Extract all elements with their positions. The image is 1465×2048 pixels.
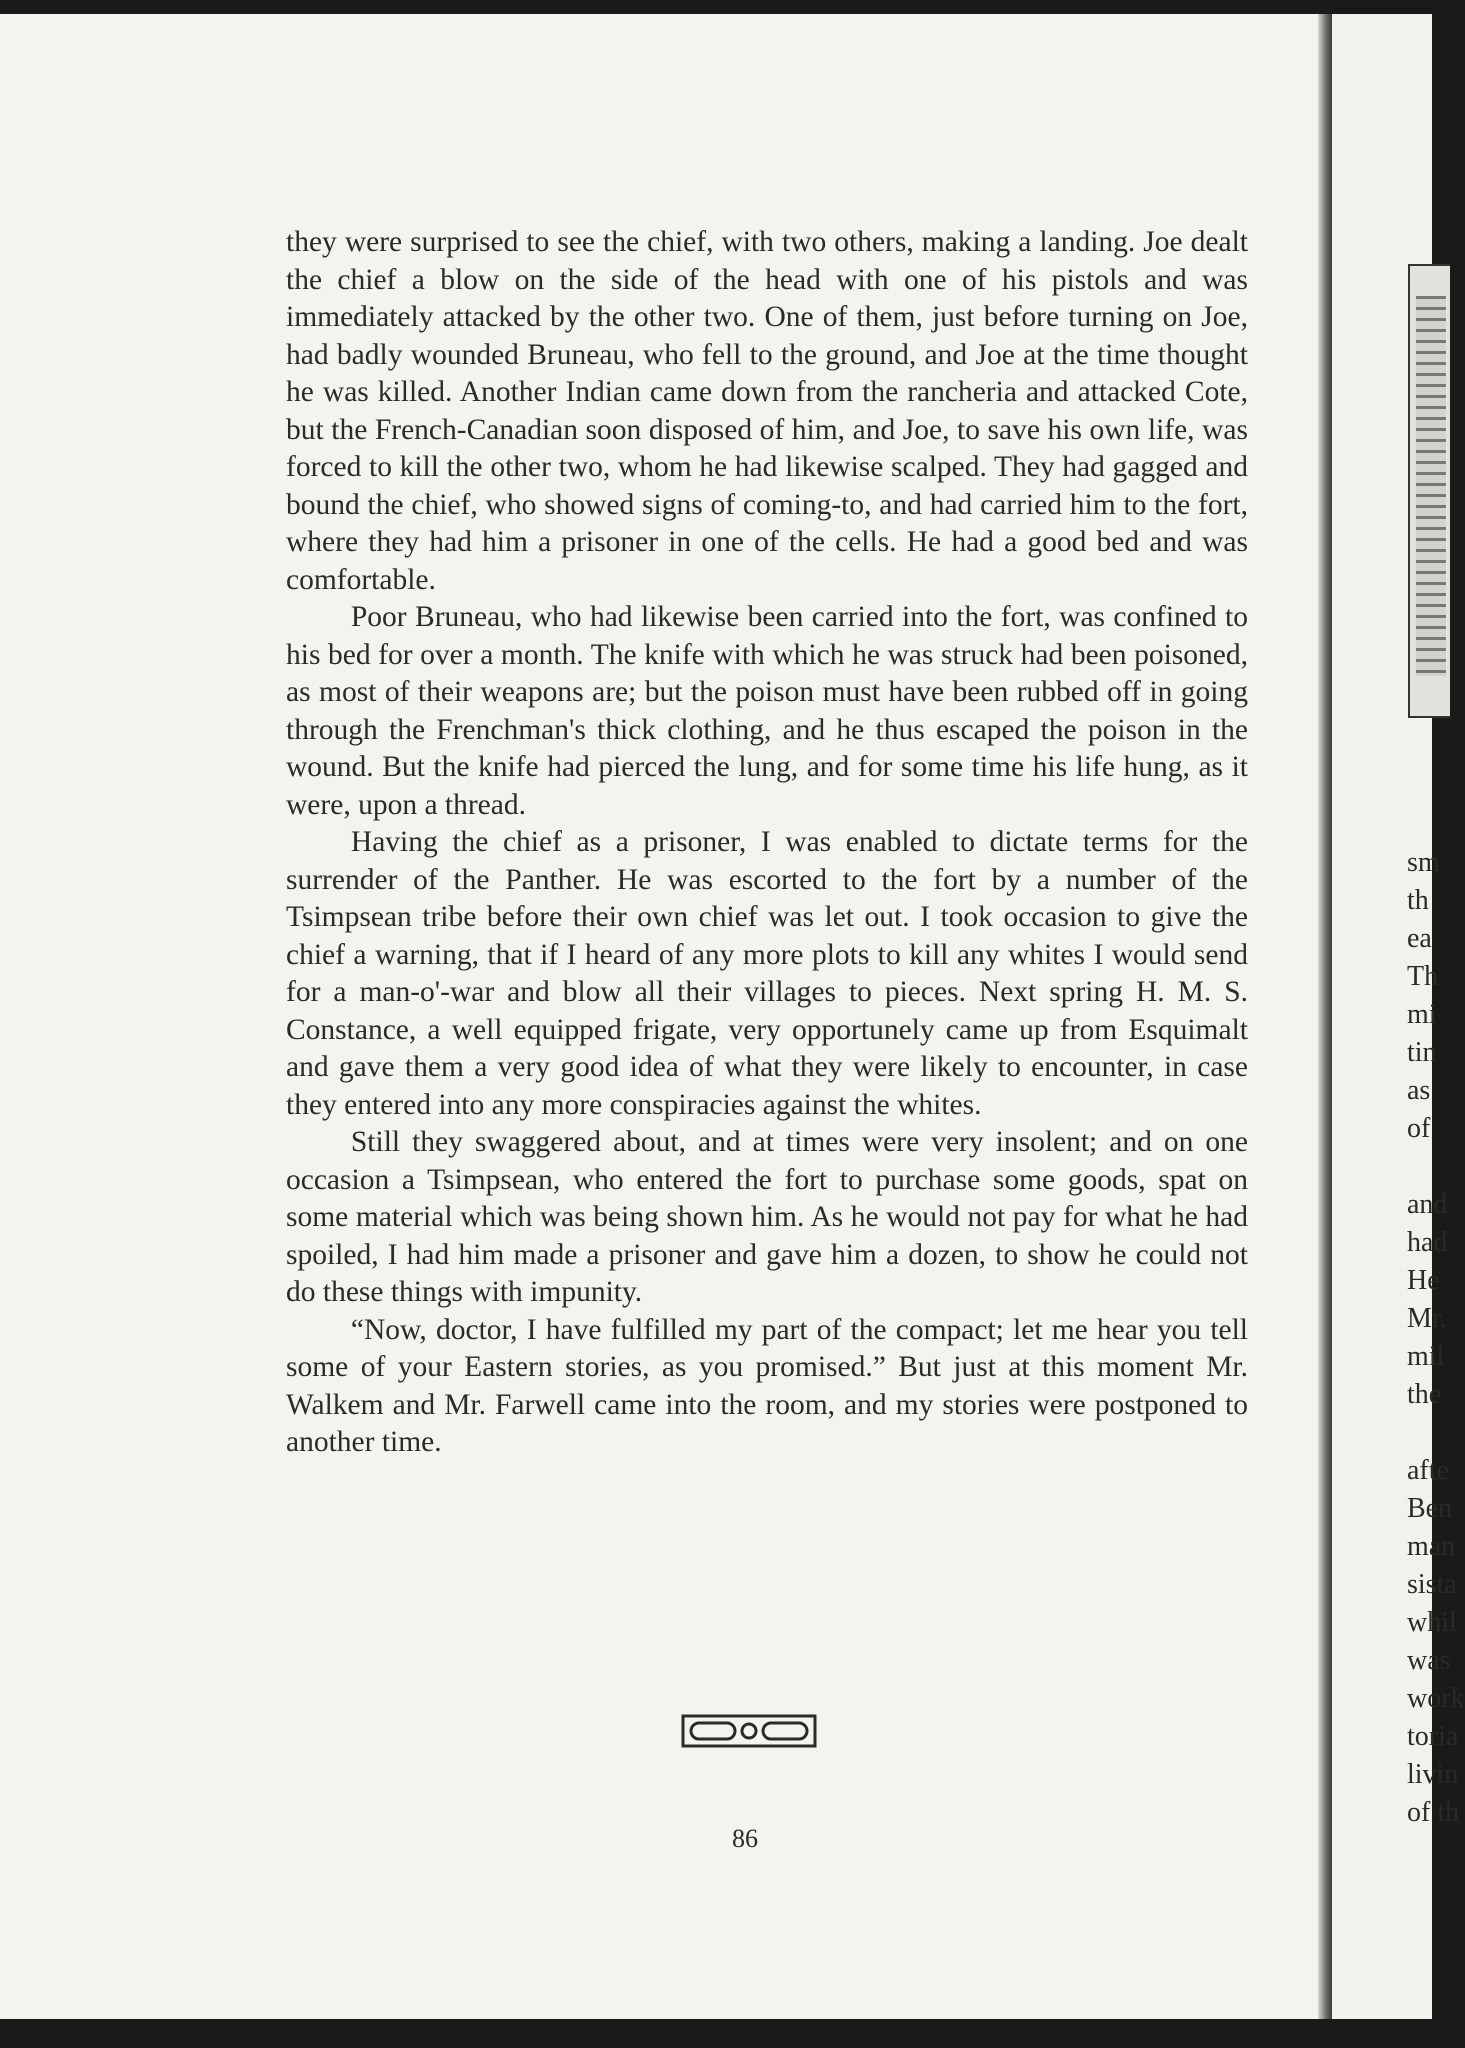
text-fragment: Mr.	[1407, 1303, 1447, 1334]
book-gutter	[1318, 14, 1332, 2019]
text-fragment: toria	[1407, 1721, 1459, 1752]
text-fragment: ea	[1407, 923, 1432, 954]
ornament-icon	[681, 1714, 817, 1748]
text-fragment: had	[1407, 1227, 1448, 1258]
text-fragment: Th	[1407, 961, 1439, 992]
text-fragment: sm	[1407, 847, 1440, 878]
right-page	[1332, 14, 1465, 2019]
text-fragment: sista	[1407, 1569, 1457, 1600]
paragraph: Poor Bruneau, who had likewise been carried into the fort, was confined to his bed for over a month. The knife with which he was struck had been poisoned, as most of their weapons are; but the poison must have been rubbed off in going through the Frenchman's thick clothing, and he thus escaped the poison in the wound. But the knife had pierced the lung, and for some time his life hung, as it were, upon a thread.	[286, 601, 1248, 821]
right-page-text-fragments	[1407, 844, 1465, 1832]
text-fragment: He	[1407, 1265, 1440, 1296]
body-text	[286, 224, 1248, 1462]
text-fragment: th	[1407, 885, 1429, 916]
text-fragment: livin	[1407, 1759, 1459, 1790]
illustration-fragment	[1408, 264, 1450, 718]
text-fragment: of	[1407, 1113, 1431, 1144]
text-fragment: afte	[1407, 1455, 1449, 1486]
text-fragment: as	[1407, 1075, 1431, 1106]
page-number: 86	[732, 1824, 758, 1853]
text-fragment: was	[1407, 1645, 1451, 1676]
text-fragment: whil	[1407, 1607, 1457, 1638]
text-fragment	[1407, 1148, 1447, 1186]
paragraph: Having the chief as a prisoner, I was enabled to dictate terms for the surrender of the Panther. He was escorted to the fort by a number of the Tsimpsean tribe before their own chief was let out. I took occasion to give the chief a warning, that if I heard of any more plots to kill any whites I would send for a man-o'-war and blow all their villages to pieces. Next spring H. M. S. Constance, a well equipped frigate, very opportunely came up from Esquimalt and gave them a very good idea of what they were likely to encounter, in case they entered into any more conspiracies against the whites.	[286, 826, 1248, 1121]
left-page	[0, 14, 1318, 2019]
illustration-hatching	[1416, 296, 1446, 676]
text-fragment: mil	[1407, 1341, 1445, 1372]
text-fragment: man	[1407, 1531, 1456, 1562]
text-fragment: the	[1407, 1379, 1442, 1410]
text-fragment: mi	[1407, 999, 1437, 1030]
text-fragment: tin	[1407, 1037, 1437, 1068]
text-fragment	[1407, 1414, 1447, 1452]
paragraph: they were surprised to see the chief, with two others, making a landing. Joe dealt the chief a blow on the side of the head with one of his pistols and was immediately attacked by the other two. One of them, just before turning on Joe, had badly wounded Bruneau, who fell to the ground, and Joe at the time thought he was killed. Another Indian came down from the rancheria and attacked Cote, but the French-Canadian soon disposed of him, and Joe, to save his own life, was forced to kill the other two, whom he had likewise scalped. They had gagged and bound the chief, who showed signs of coming-to, and had carried him to the fort, where they had him a prisoner in one of the cells. He had a good bed and was comfortable.	[286, 226, 1248, 596]
text-fragment: Ben	[1407, 1493, 1453, 1524]
text-fragment: of th	[1407, 1797, 1460, 1828]
text-fragment: and	[1407, 1189, 1448, 1220]
paragraph: “Now, doctor, I have fulfilled my part of the compact; let me hear you tell some of your Eastern stories, as you promised.” But just at this moment Mr. Walkem and Mr. Farwell came into the room, and my stories were postponed to another time.	[286, 1313, 1248, 1458]
text-fragment: work	[1407, 1683, 1465, 1714]
paragraph: Still they swaggered about, and at times were very insolent; and on one occasion a Tsimpsean, who entered the fort to purchase some goods, spat on some material which was being shown him. As he would not pay for what he had spoiled, I had him made a prisoner and gave him a dozen, to show he could not do these things with impunity.	[286, 1126, 1248, 1308]
